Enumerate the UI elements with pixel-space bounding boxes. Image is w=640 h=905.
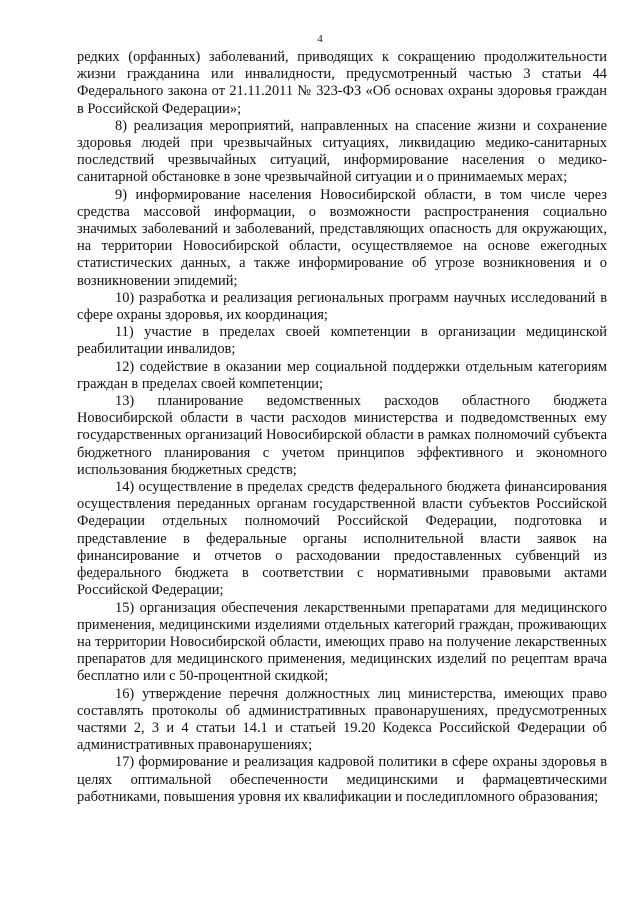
- paragraph-item-8: 8) реализация мероприятий, направленных на спасение жизни и сохранение здоровья людей при чрезвычайных ситуациях, ликвидацию медико-санитарных последствий чрезвычайных ситуаций, информирование населения о медико-санитарной обстановке в зоне чрезвычайной ситуации и о принимаемых мерах;: [77, 117, 607, 186]
- paragraph-continuation: редких (орфанных) заболеваний, приводящих к сокращению продолжительности жизни гражданина или инвалидности, предусмотренный частью 3 статьи 44 Федерального закона от 21.11.2011 № 323-ФЗ «Об основах охраны здоровья граждан в Российской Федерации»;: [77, 49, 607, 117]
- paragraph-item-15: 15) организация обеспечения лекарственными препаратами для медицинского применения, медицинскими изделиями отдельных категорий граждан, проживающих на территории Новосибирской области, имеющих право на получение лекарственных препаратов для медицинского применения, медицинских изделий по рецептам врача бесплатно или с 50-процентной скидкой;: [77, 599, 607, 685]
- paragraph-item-17: 17) формирование и реализация кадровой политики в сфере охраны здоровья в целях оптимальной обеспеченности медицинскими и фармацевтическими работниками, повышения уровня их квалификации и последипломного образования;: [77, 754, 607, 805]
- page-number: 4: [317, 33, 323, 45]
- paragraph-item-14: 14) осуществление в пределах средств федерального бюджета финансирования осуществления переданных органам государственной власти субъектов Российской Федерации отдельных полномочий Российской Федерации, подготовка и представление в федеральные органы исполнительной власти заявок на финансирование и отчетов о расходовании предоставленных субвенций из федерального бюджета в соответствии с нормативными правовыми актами Российской Федерации;: [77, 479, 607, 599]
- paragraph-item-10: 10) разработка и реализация региональных программ научных исследований в сфере охраны здоровья, их координация;: [77, 289, 607, 324]
- paragraph-item-12: 12) содействие в оказании мер социальной поддержки отдельным категориям граждан в пределах своей компетенции;: [77, 358, 607, 392]
- paragraph-item-9: 9) информирование населения Новосибирской области, в том числе через средства массовой информации, о возможности распространения социально значимых заболеваний и заболеваний, представляющих опасность для окружающих, на территории Новосибирской области, осуществляемое на основе ежегодных статистических данных, а также информирование об угрозе возникновения и о возникновении эпидемий;: [77, 186, 607, 289]
- paragraph-item-11: 11) участие в пределах своей компетенции в организации медицинской реабилитации инвалидов;: [77, 324, 607, 358]
- paragraph-item-16: 16) утверждение перечня должностных лиц министерства, имеющих право составлять протоколы об административных правонарушениях, предусмотренных частями 2, 3 и 4 статьи 14.1 и статьей 19.20 Кодекса Российской Федерации об административных правонарушениях;: [77, 685, 607, 754]
- document-body: [77, 49, 607, 806]
- paragraph-item-13: 13) планирование ведомственных расходов областного бюджета Новосибирской области в части расходов министерства и подведомственных ему государственных организаций Новосибирской области в рамках полномочий субъекта бюджетного планирования с учетом принципов эффективного и экономного использования бюджетных средств;: [77, 393, 607, 478]
